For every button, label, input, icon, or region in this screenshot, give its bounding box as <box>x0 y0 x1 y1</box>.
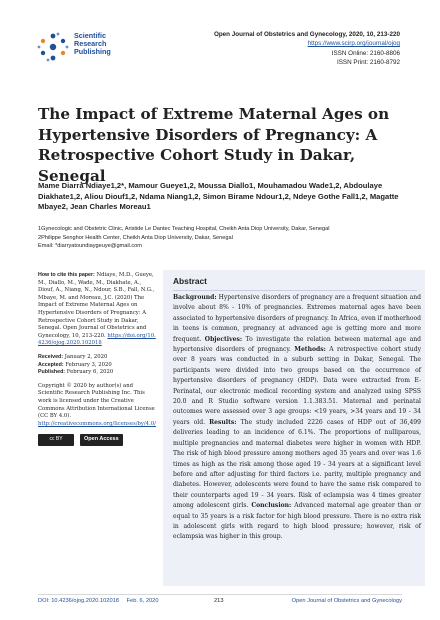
methods-text: A retrospective cohort study over 8 years was conducted in a suburb setting in Dakar, Senegal. The participants were divided into two groups based on the occurrence of hypertensive disorders of pregnancy (HDP). Data were extracted from E-Perinatal, our electronic medical recording system and analyzed using SPSS 20.0 and R Studio software version 1.1.383.51. Maternal and perinatal outcomes were assessed over 3 age groups: <19 years, >34 years and 19 - 34 years old. <box>173 346 421 426</box>
conclusion-label: Conclusion: <box>251 502 292 510</box>
copyright-text: Copyright © 2020 by author(s) and Scientific Research Publishing Inc. This work is licensed under the Creative Commons Attribution International License (CC BY 4.0). <box>38 382 155 420</box>
methods-label: Methods: <box>294 346 326 354</box>
page-number: 213 <box>214 598 224 604</box>
author-list: Mame Diarra Ndiaye1,2*, Mamour Gueye1,2, Moussa Diallo1, Mouhamadou Wade1,2, Abdoulaye Diakhate1,2, Aliou Diouf1,2, Ndama Niang1,2, Simon Birame Ndour1,2, Ndeye Gothe Fall1,2, Magatte Mbaye2, Jean Charles Moreau1 <box>38 181 399 212</box>
copyright-block <box>38 383 156 429</box>
journal-meta <box>214 30 400 68</box>
received-date: January 2, 2020 <box>64 353 108 360</box>
affiliation-1: 1Gynecologic and Obstetric Clinic, Aristide Le Dantec Teaching Hospital, Cheikh Anta Diop University, Dakar, Senegal <box>38 226 330 232</box>
cite-label: How to cite this paper: <box>38 272 95 278</box>
cite-text: Ndiaye, M.D., Gueye, M., Diallo, M., Wade, M., Diakhate, A., Diouf, A., Niang, N., Ndour, S.B., Fall, N.G., Mbaye, M. and Moreau, J.C. (2020) The Impact of Extreme Maternal Ages on Hypertensive Disorders of Pregnancy: A Retrospective Cohort Study in Dakar, Senegal. Open Journal of Obstetrics and Gynecology, 10, 213-220. <box>38 272 155 339</box>
logo-line-2: Research <box>74 39 107 48</box>
footer-doi[interactable]: DOI: 10.4236/ojog.2020.102018 <box>38 598 119 604</box>
footer-divider <box>38 594 402 595</box>
published-label: Published: <box>38 369 66 376</box>
published-date: February 6, 2020 <box>66 369 114 376</box>
abstract-body <box>173 293 421 543</box>
license-link[interactable]: http://creativecommons.org/licenses/by/4.0/ <box>38 420 156 427</box>
logo-line-3: Publishing <box>74 47 111 56</box>
corresponding-email: Email: *diarryatoundiaygeuye@gmail.com <box>38 243 142 250</box>
affiliations <box>38 225 418 251</box>
citation-block <box>38 272 156 348</box>
accepted-date: February 3, 2020 <box>65 361 112 368</box>
footer-journal-name: Open Journal of Obstetrics and Gynecology <box>291 598 402 604</box>
objectives-label: Objectives: <box>204 335 243 343</box>
conclusion-text: Advanced maternal age greater than or equal to 35 years is a risk factor for high blood pressure. There is no extra risk in adolescent girls with regard to high blood pressure; however, risk of eclampsia was higher in this group. <box>173 502 421 541</box>
doi-link[interactable]: https://doi.org/10.4236/ojog.2020.102018 <box>38 332 156 347</box>
publisher-logo <box>36 30 176 66</box>
footer-date: Feb. 6, 2020 <box>126 598 159 604</box>
sidebar-info <box>38 272 156 446</box>
publisher-logo-icon <box>36 30 70 64</box>
footer-left <box>38 598 165 604</box>
results-text: The study included 2226 cases of HDP out of 36,499 deliveries leading to an incidence of 6.1%. The proportions of nulliparous, multiple pregnancies and maternal diabetes were higher in women with HDP. The risk of high blood pressure among mothers aged 35 years and over was 1.6 times as high as the risk among those aged 19 - 34 years at a significant level before and after adjusting for third factors i.e. parity, multiple pregnancy and diabetes. However, adolescents were found to have the same risk compared to their counterparts aged 19 - 34 years. Risk of eclampsia was 4 times greater among adolescent girls. <box>173 418 421 510</box>
abstract-heading: Abstract <box>173 276 207 286</box>
received-label: Received: <box>38 353 64 360</box>
dates-block <box>38 354 156 377</box>
journal-citation: Open Journal of Obstetrics and Gynecology, 2020, 10, 213-220 <box>213 31 400 38</box>
issn-print: ISSN Print: 2160-8792 <box>336 59 400 67</box>
logo-line-1: Scientific <box>74 31 106 40</box>
license-badges <box>38 434 156 446</box>
abstract-box <box>163 270 425 586</box>
abstract-divider <box>173 290 417 291</box>
article-title: The Impact of Extreme Maternal Ages on Hypertensive Disorders of Pregnancy: A Retrospective Cohort Study in Dakar, Senegal <box>38 105 390 185</box>
background-label: Background: <box>173 294 217 301</box>
objectives-text: To investigate the relation between maternal age and hypertensive disorders of pregnancy. <box>173 335 421 354</box>
issn-online: ISSN Online: 2160-8806 <box>331 49 400 57</box>
cc-by-badge[interactable]: cc BY <box>38 434 74 446</box>
journal-url-link[interactable]: https://www.scirp.org/journal/ojog <box>307 40 400 48</box>
open-access-badge: Open Access <box>80 434 123 446</box>
affiliation-2: 2Philippe Senghor Health Center, Cheikh Anta Diop University, Dakar, Senegal <box>38 234 233 241</box>
background-text: Hypertensive disorders of pregnancy are a frequent situation and involve about 8% - 10% of pregnancies. Extremes maternal ages have been associated to hypertensive disorders of pregnancy. In Africa, even if motherhood in teens is common, pregnancy at advanced age is getting more and more frequent. <box>173 294 421 343</box>
page-footer <box>38 598 402 608</box>
results-label: Results: <box>209 418 237 426</box>
accepted-label: Accepted: <box>38 361 64 368</box>
